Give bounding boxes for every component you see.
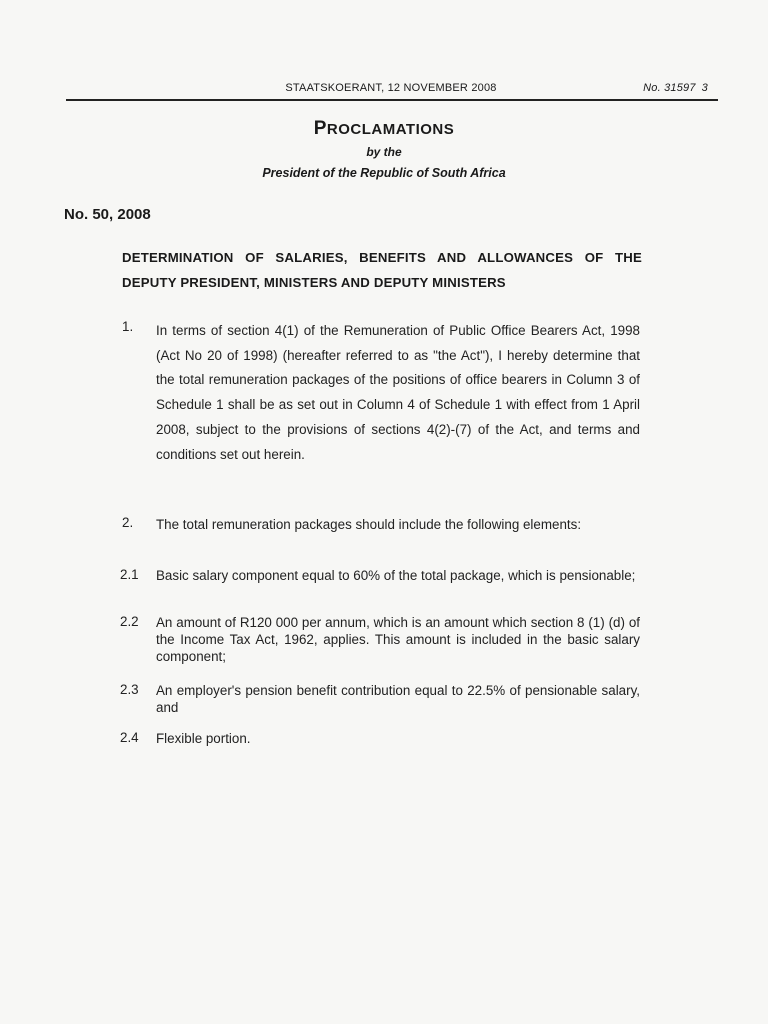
title-rest: ROCLAMATIONS [326,121,455,138]
page-number: 3 [701,82,708,94]
subsection-text: Basic salary component equal to 60% of the total package, which is pensionable; [156,568,636,583]
proclamation-number: No. 50, 2008 [64,206,151,223]
subsection-number: 2.4 [120,730,139,745]
header-rule [66,99,718,101]
subsection-number: 2.2 [120,614,139,629]
running-header [66,80,716,98]
section-text: In terms of section 4(1) of the Remuneration of Public Office Bearers Act, 1998 (Act No 20 of 1998) (hereafter referred to as "the Act"), I hereby determine that the total remuneration packages of the positions of office bearers in Column 3 of Schedule 1 shall be as set out in Column 4 of Schedule 1 with effect from 1 April 2008, subject to the provisions of sections 4(2)-(7) of the Act, and terms and conditions set out herein. [156,323,640,462]
subsection-text: An employer's pension benefit contribution equal to 22.5% of pensionable salary, and [156,683,640,715]
proclamations-title [0,118,768,140]
document-heading: DETERMINATION OF SALARIES, BENEFITS AND ALLOWANCES OF THE DEPUTY PRESIDENT, MINISTERS AND DEPUTY MINISTERS [122,250,642,290]
president-line: President of the Republic of South Africa [262,166,506,180]
subsection-number: 2.1 [120,567,139,582]
section-number: 1. [122,319,134,334]
title-initial: P [313,118,327,139]
subsection-number: 2.3 [120,682,139,697]
gazette-number-and-page [643,82,708,94]
subsection-text: Flexible portion. [156,731,251,746]
section-number: 2. [122,515,134,530]
gazette-date: STAATSKOERANT, 12 NOVEMBER 2008 [285,82,497,94]
subsection-text: An amount of R120 000 per annum, which is an amount which section 8 (1) (d) of the Income Tax Act, 1962, applies. This amount is included in the basic salary component; [156,615,640,664]
gazette-number: No. 31597 [643,82,696,94]
byline: by the [366,145,402,159]
section-text: The total remuneration packages should include the following elements: [156,517,582,532]
